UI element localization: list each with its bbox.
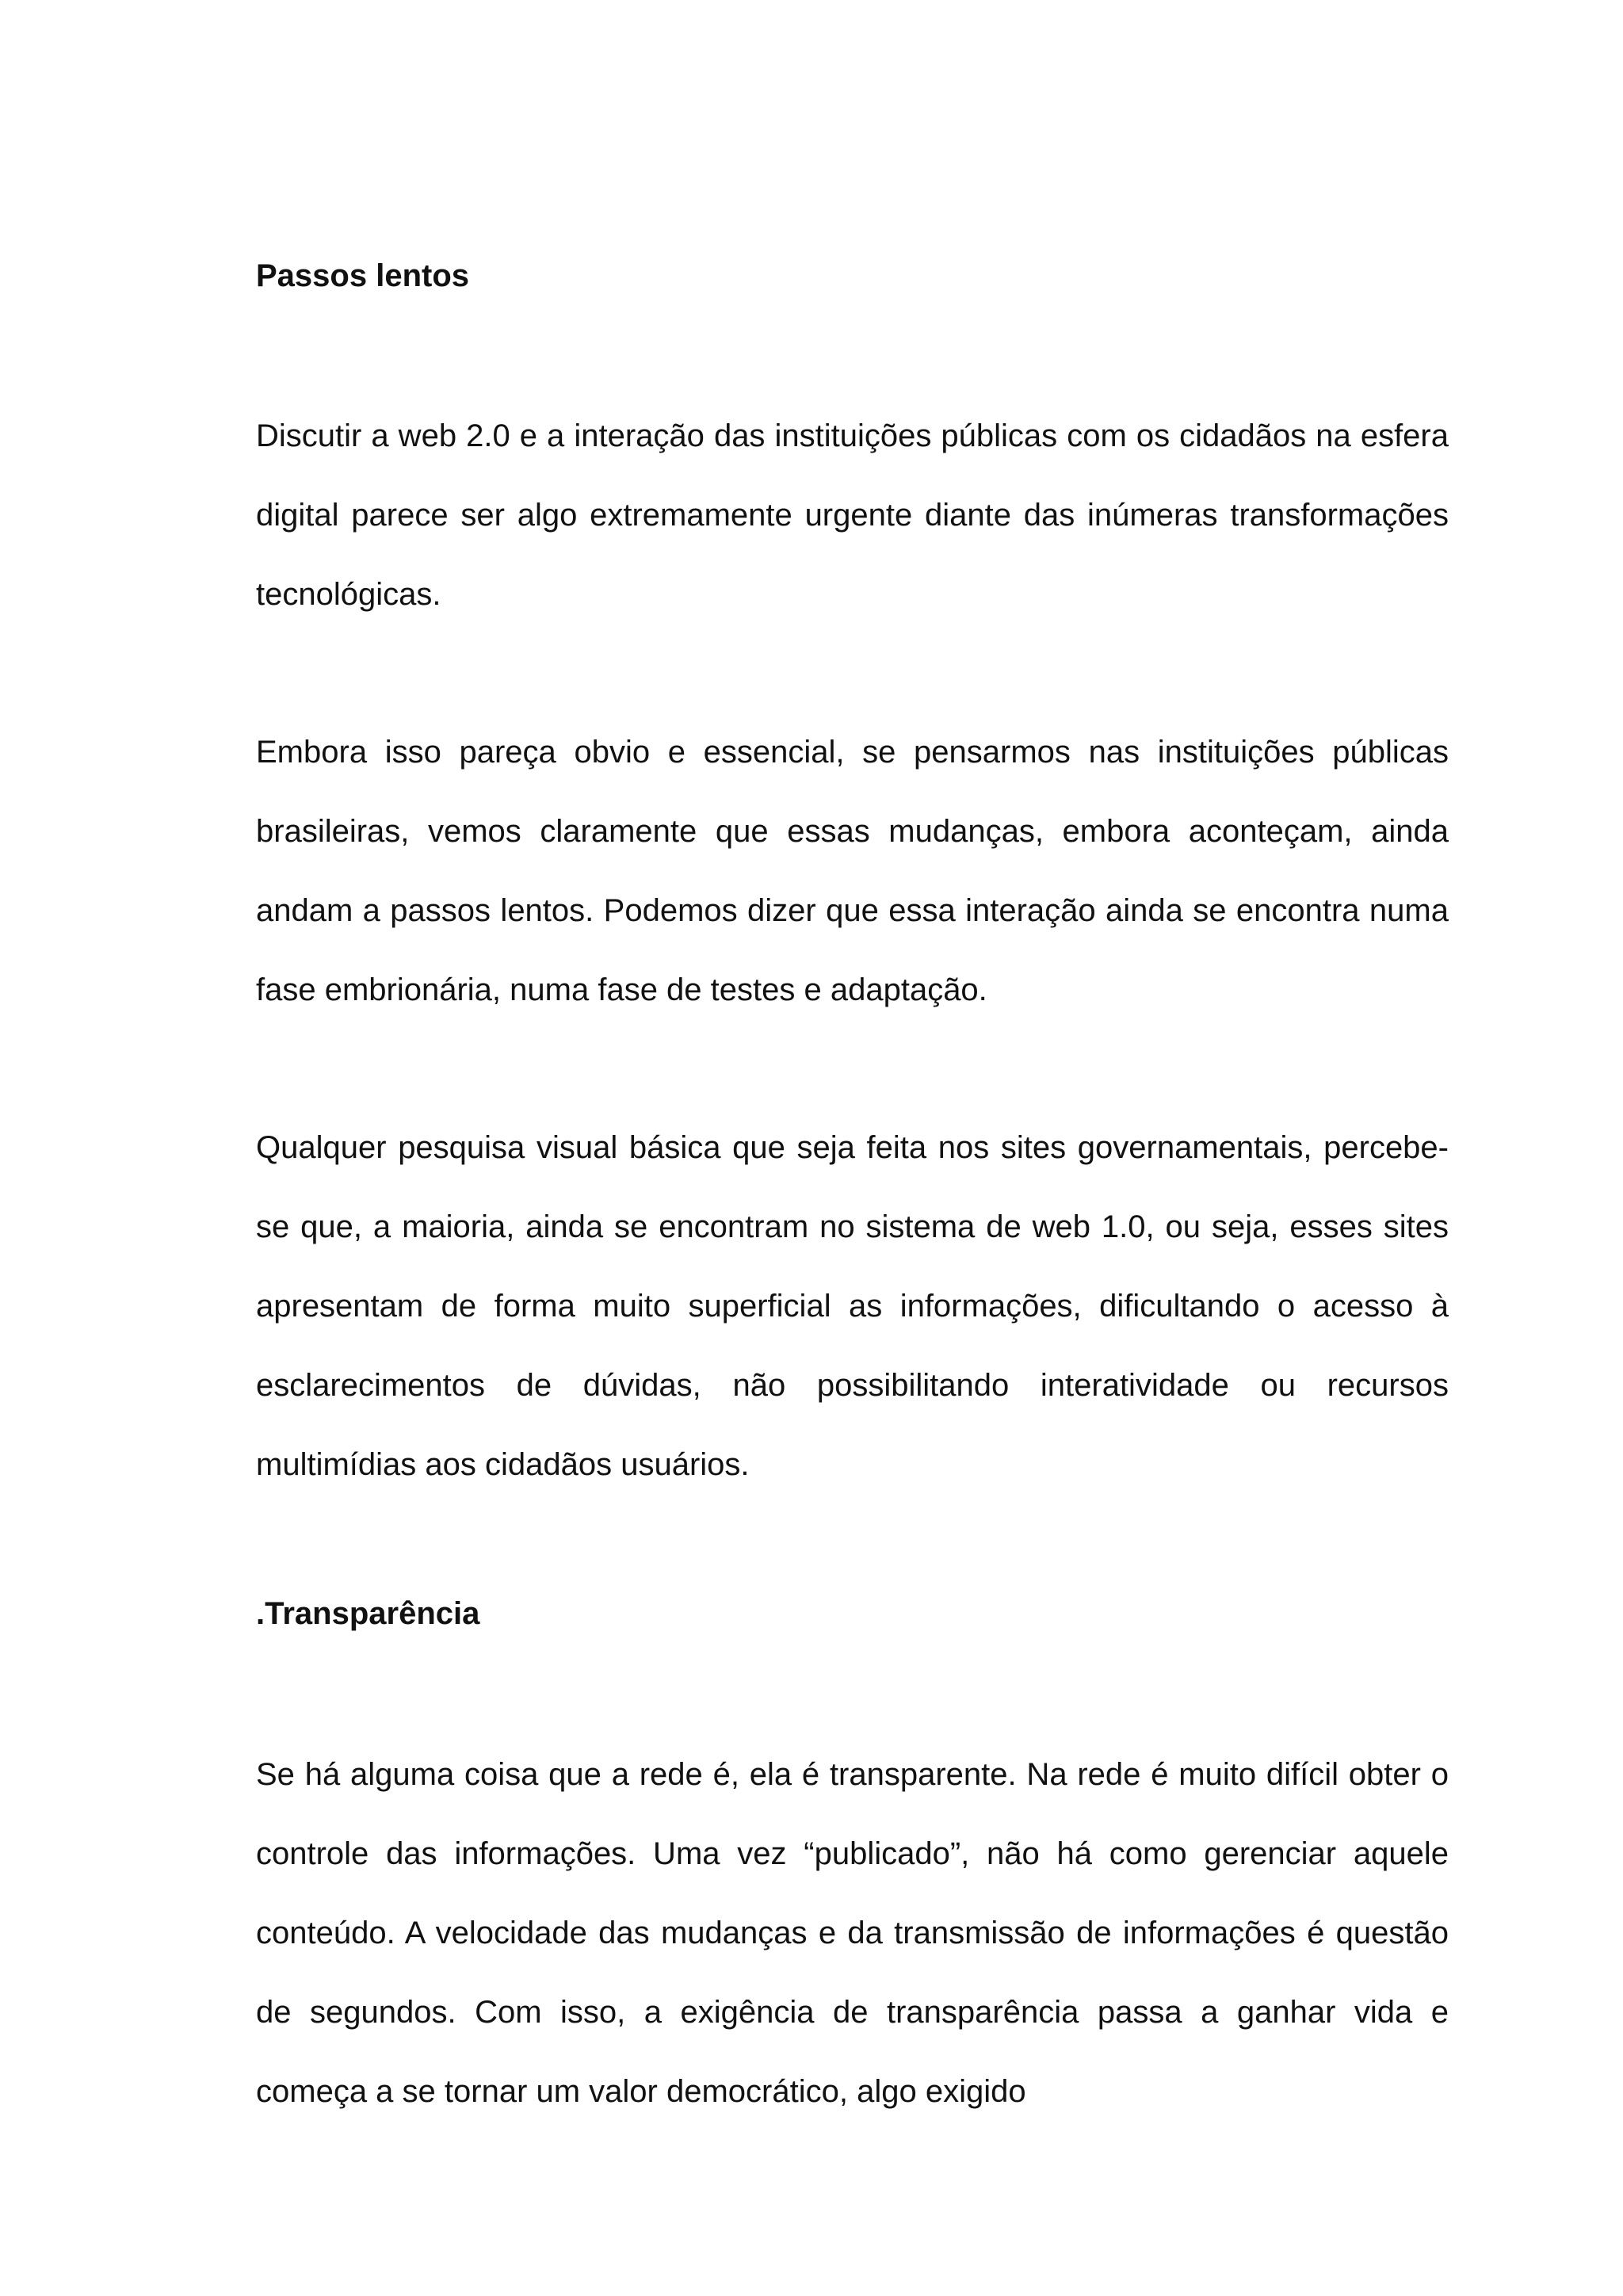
paragraph: Discutir a web 2.0 e a interação das instituições públicas com os cidadãos na esfera digital parece ser algo extremamente urgente diante das inúmeras transformações tecnológicas. [256,418,1449,612]
document-body [256,250,1449,2131]
paragraph: Embora isso pareça obvio e essencial, se pensarmos nas instituições públicas brasileiras, vemos claramente que essas mudanças, embora aconteçam, ainda andam a passos lentos. Podemos dizer que essa interação ainda se encontra numa fase embrionária, numa fase de testes e adaptação. [256,735,1449,1007]
section-heading-passos-lentos: Passos lentos [256,258,470,293]
paragraph: Qualquer pesquisa visual básica que seja feita nos sites governamentais, percebe-se que, a maioria, ainda se encontram no sistema de web 1.0, ou seja, esses sites apresentam de forma muito superficial as informações, dificultando o acesso à esclarecimentos de dúvidas, não possibilitando interatividade ou recursos multimídias aos cidadãos usuários. [256,1130,1449,1482]
section-heading-transparencia: .Transparência [256,1596,480,1631]
paragraph: Se há alguma coisa que a rede é, ela é transparente. Na rede é muito difícil obter o controle das informações. Uma vez “publicado”, não há como gerenciar aquele conteúdo. A velocidade das mudanças e da transmissão de informações é questão de segundos. Com isso, a exigência de transparência passa a ganhar vida e começa a se tornar um valor democrático, algo exigido [256,1757,1449,2109]
